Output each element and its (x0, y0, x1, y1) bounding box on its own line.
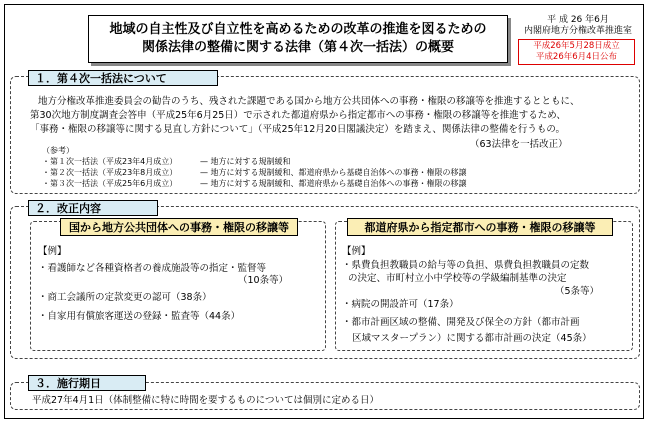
right-column-heading: 都道府県から指定都市への事務・権限の移譲等 (347, 218, 613, 236)
right-item-2: ・病院の開設許可（17条） (342, 299, 459, 310)
title-box (88, 15, 508, 63)
enactment-stamp (518, 39, 635, 65)
section1-law-count: （63法律を一括改正） (470, 139, 568, 150)
ref-item-3-name: ・第３次一括法（平成25年6月成立） (42, 179, 178, 188)
left-item-1-count: （10条等） (238, 275, 289, 286)
header-date: 平 成 26 年6月 (547, 15, 609, 25)
ref-item-2-desc: — 地方に対する規制緩和、都道府県から基礎自治体への事務・権限の移譲 (200, 168, 467, 177)
section2-heading: ２．改正内容 (28, 200, 158, 216)
stamp-line-1: 平成26年5月28日成立 (533, 41, 620, 51)
ref-item-2-name: ・第２次一括法（平成23年8月成立） (42, 168, 178, 177)
section1-para-line1: 地方分権改革推進委員会の勧告のうち、残された課題である国から地方公共団体への事務・権限の移譲等を推進するとともに、 (38, 96, 580, 107)
title-line-2: 関係法律の整備に関する法律（第４次一括法）の概要 (141, 40, 454, 55)
ref-item-1-desc: — 地方に対する規制緩和 (200, 157, 291, 166)
section1-para-line3: 「事務・権限の移譲等に関する見直し方針について」（平成25年12月20日閣議決定）を踏まえ、関係法律の整備を行うもの。 (30, 124, 566, 135)
section3-heading: ３．施行期日 (28, 375, 146, 391)
section3-text: 平成27年4月1日（体制整備に特に時間を要するものについては個別に定める日） (32, 395, 379, 406)
left-example-label: 【例】 (38, 246, 67, 257)
section1-heading: １．第４次一括法について (28, 70, 218, 86)
right-item-1-line2: の決定、市町村立小中学校等の学級編制基準の決定 (348, 273, 567, 284)
left-column-heading: 国から地方公共団体への事務・権限の移譲等 (60, 218, 298, 236)
right-example-label: 【例】 (342, 246, 371, 257)
stamp-line-2: 平成26年6月4日公布 (535, 52, 618, 62)
section1-para-line2: 第30次地方制度調査会答申（平成25年6月25日）で示された都道府県から指定都市への事務・権限の移譲等を推進するため、 (30, 110, 566, 121)
ref-item-1-name: ・第１次一括法（平成23年4月成立） (42, 157, 178, 166)
ref-item-3-desc: — 地方に対する規制緩和、都道府県から基礎自治体への事務・権限の移譲 (200, 179, 467, 188)
left-item-3: ・自家用有償旅客運送の登録・監査等（44条） (38, 311, 241, 322)
left-item-1: ・看護師など各種資格者の養成施設等の指定・監督等 (38, 263, 267, 274)
right-item-1-count: （5条等） (555, 286, 600, 297)
title-line-1: 地域の自主性及び自立性を高めるための改革の推進を図るための (109, 22, 487, 37)
right-item-3-line1: ・都市計画区域の整備、開発及び保全の方針（都市計画 (342, 317, 580, 328)
header-office: 内閣府地方分権改革推進室 (523, 26, 632, 36)
header-meta (514, 15, 642, 37)
right-item-1-line1: ・県費負担教職員の給与等の負担、県費負担教職員の定数 (342, 260, 590, 271)
section1-ref-label: （参考） (42, 146, 74, 155)
right-item-3-line2: 区域マスタープラン）に関する都市計画の決定（45条） (352, 333, 592, 344)
left-item-2: ・商工会議所の定款変更の認可（38条） (38, 292, 212, 303)
